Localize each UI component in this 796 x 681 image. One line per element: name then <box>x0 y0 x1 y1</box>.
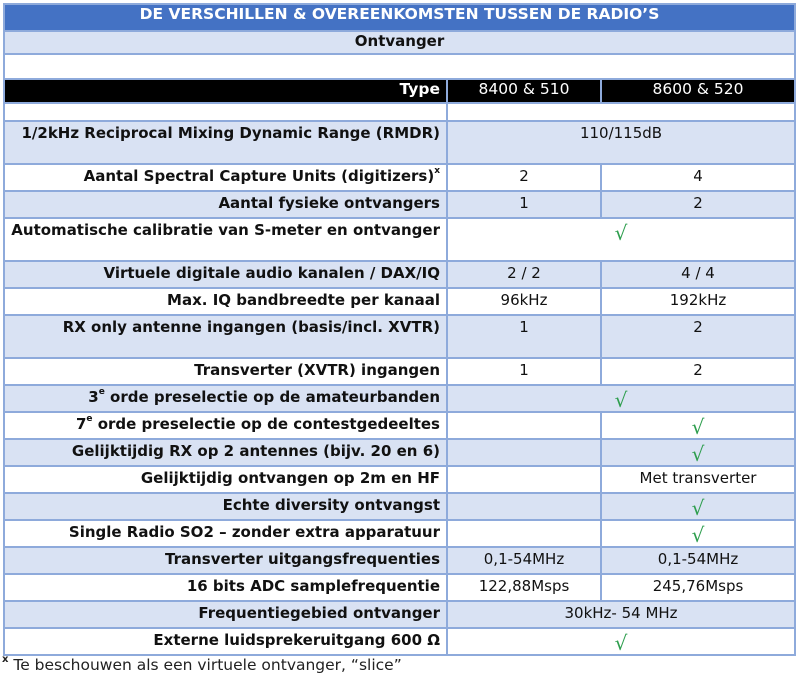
row-label: RX only antenne ingangen (basis/incl. XVTR) <box>4 315 447 358</box>
spacer-row <box>4 103 795 121</box>
table-row <box>4 385 795 412</box>
row-label-prefix: 7 <box>75 415 87 433</box>
row-value-8400 <box>447 493 601 520</box>
row-value-8400: 1 <box>447 358 601 385</box>
table-row <box>4 439 795 466</box>
table-row <box>4 164 795 191</box>
row-value-merged <box>447 628 795 655</box>
row-label: Aantal fysieke ontvangers <box>4 191 447 218</box>
row-value-8600: 2 <box>601 191 795 218</box>
row-label: Single Radio SO2 – zonder extra apparatuur <box>4 520 447 547</box>
row-value-8600: 0,1-54MHz <box>601 547 795 574</box>
row-value-merged <box>447 218 795 261</box>
row-value-8400: 96kHz <box>447 288 601 315</box>
row-value-8600: 2 <box>601 315 795 358</box>
table-row <box>4 261 795 288</box>
spacer-cell <box>4 103 447 121</box>
check-icon: √ <box>614 631 628 655</box>
row-value-8600: 192kHz <box>601 288 795 315</box>
row-label: 1/2kHz Reciprocal Mixing Dynamic Range (RMDR) <box>4 121 447 164</box>
row-label: Transverter (XVTR) ingangen <box>4 358 447 385</box>
row-value-8600: 245,76Msps <box>601 574 795 601</box>
spacer-row <box>4 54 795 79</box>
header-col-8400: 8400 & 510 <box>447 79 601 103</box>
row-value-8600: 4 / 4 <box>601 261 795 288</box>
table-title: DE VERSCHILLEN & OVEREENKOMSTEN TUSSEN DE RADIO’S <box>4 4 795 31</box>
row-value-8600: Met transverter <box>601 466 795 493</box>
spacer-cell <box>447 103 795 121</box>
row-label-text: orde preselectie op de amateurbanden <box>104 388 440 406</box>
row-label: Gelijktijdig ontvangen op 2m en HF <box>4 466 447 493</box>
row-value-8400: 2 <box>447 164 601 191</box>
spacer-cell <box>4 54 795 79</box>
row-label: Frequentiegebied ontvanger <box>4 601 447 628</box>
table-row <box>4 412 795 439</box>
check-icon: √ <box>691 442 705 466</box>
row-label <box>4 385 447 412</box>
row-label <box>4 412 447 439</box>
table-row <box>4 601 795 628</box>
row-label: Virtuele digitale audio kanalen / DAX/IQ <box>4 261 447 288</box>
row-value-8600: 4 <box>601 164 795 191</box>
check-icon: √ <box>614 388 628 412</box>
table-row <box>4 218 795 261</box>
row-value-8400 <box>447 439 601 466</box>
row-label: Automatische calibratie van S-meter en ontvanger <box>4 218 447 261</box>
check-icon: √ <box>614 221 628 245</box>
row-label-text: Aantal Spectral Capture Units (digitizers) <box>83 167 435 185</box>
footnote <box>2 653 402 674</box>
row-value-8600 <box>601 493 795 520</box>
row-label-prefix: 3 <box>88 388 99 406</box>
row-label: 16 bits ADC samplefrequentie <box>4 574 447 601</box>
row-label: Echte diversity ontvangst <box>4 493 447 520</box>
row-value-8600 <box>601 412 795 439</box>
row-value-8400 <box>447 412 601 439</box>
header-col-8600: 8600 & 520 <box>601 79 795 103</box>
row-label <box>4 164 447 191</box>
row-label: Externe luidsprekeruitgang 600 Ω <box>4 628 447 655</box>
check-icon: √ <box>691 415 705 439</box>
table-row <box>4 628 795 655</box>
row-value-8600: 2 <box>601 358 795 385</box>
table-row <box>4 520 795 547</box>
row-label: Gelijktijdig RX op 2 antennes (bijv. 20 en 6) <box>4 439 447 466</box>
footnote-marker: x <box>434 166 440 176</box>
comparison-table <box>3 3 796 656</box>
row-value-8400 <box>447 466 601 493</box>
row-value-8400: 122,88Msps <box>447 574 601 601</box>
table-row <box>4 288 795 315</box>
section-row <box>4 31 795 54</box>
table-row <box>4 315 795 358</box>
row-value-merged: 30kHz- 54 MHz <box>447 601 795 628</box>
table-row <box>4 574 795 601</box>
row-value-8600 <box>601 520 795 547</box>
section-title: Ontvanger <box>4 31 795 54</box>
title-row <box>4 4 795 31</box>
check-icon: √ <box>691 496 705 520</box>
check-icon: √ <box>691 523 705 547</box>
footnote-text: Te beschouwen als een virtuele ontvanger, “slice” <box>8 656 402 674</box>
table-row <box>4 121 795 164</box>
table-row <box>4 547 795 574</box>
ordinal-suffix: e <box>86 414 93 424</box>
row-value-8400: 0,1-54MHz <box>447 547 601 574</box>
row-value-8400: 2 / 2 <box>447 261 601 288</box>
row-value-8400: 1 <box>447 315 601 358</box>
row-value-merged: 110/115dB <box>447 121 795 164</box>
footnote-marker: x <box>2 653 9 665</box>
header-type-label: Type <box>4 79 447 103</box>
ordinal-suffix: e <box>98 387 105 397</box>
table-row <box>4 191 795 218</box>
row-value-merged <box>447 385 795 412</box>
row-value-8400 <box>447 520 601 547</box>
row-label-text: orde preselectie op de contestgedeeltes <box>92 415 440 433</box>
row-value-8400: 1 <box>447 191 601 218</box>
header-row <box>4 79 795 103</box>
table-row <box>4 358 795 385</box>
row-label: Max. IQ bandbreedte per kanaal <box>4 288 447 315</box>
table-row <box>4 466 795 493</box>
row-value-8600 <box>601 439 795 466</box>
row-label: Transverter uitgangsfrequenties <box>4 547 447 574</box>
table-row <box>4 493 795 520</box>
